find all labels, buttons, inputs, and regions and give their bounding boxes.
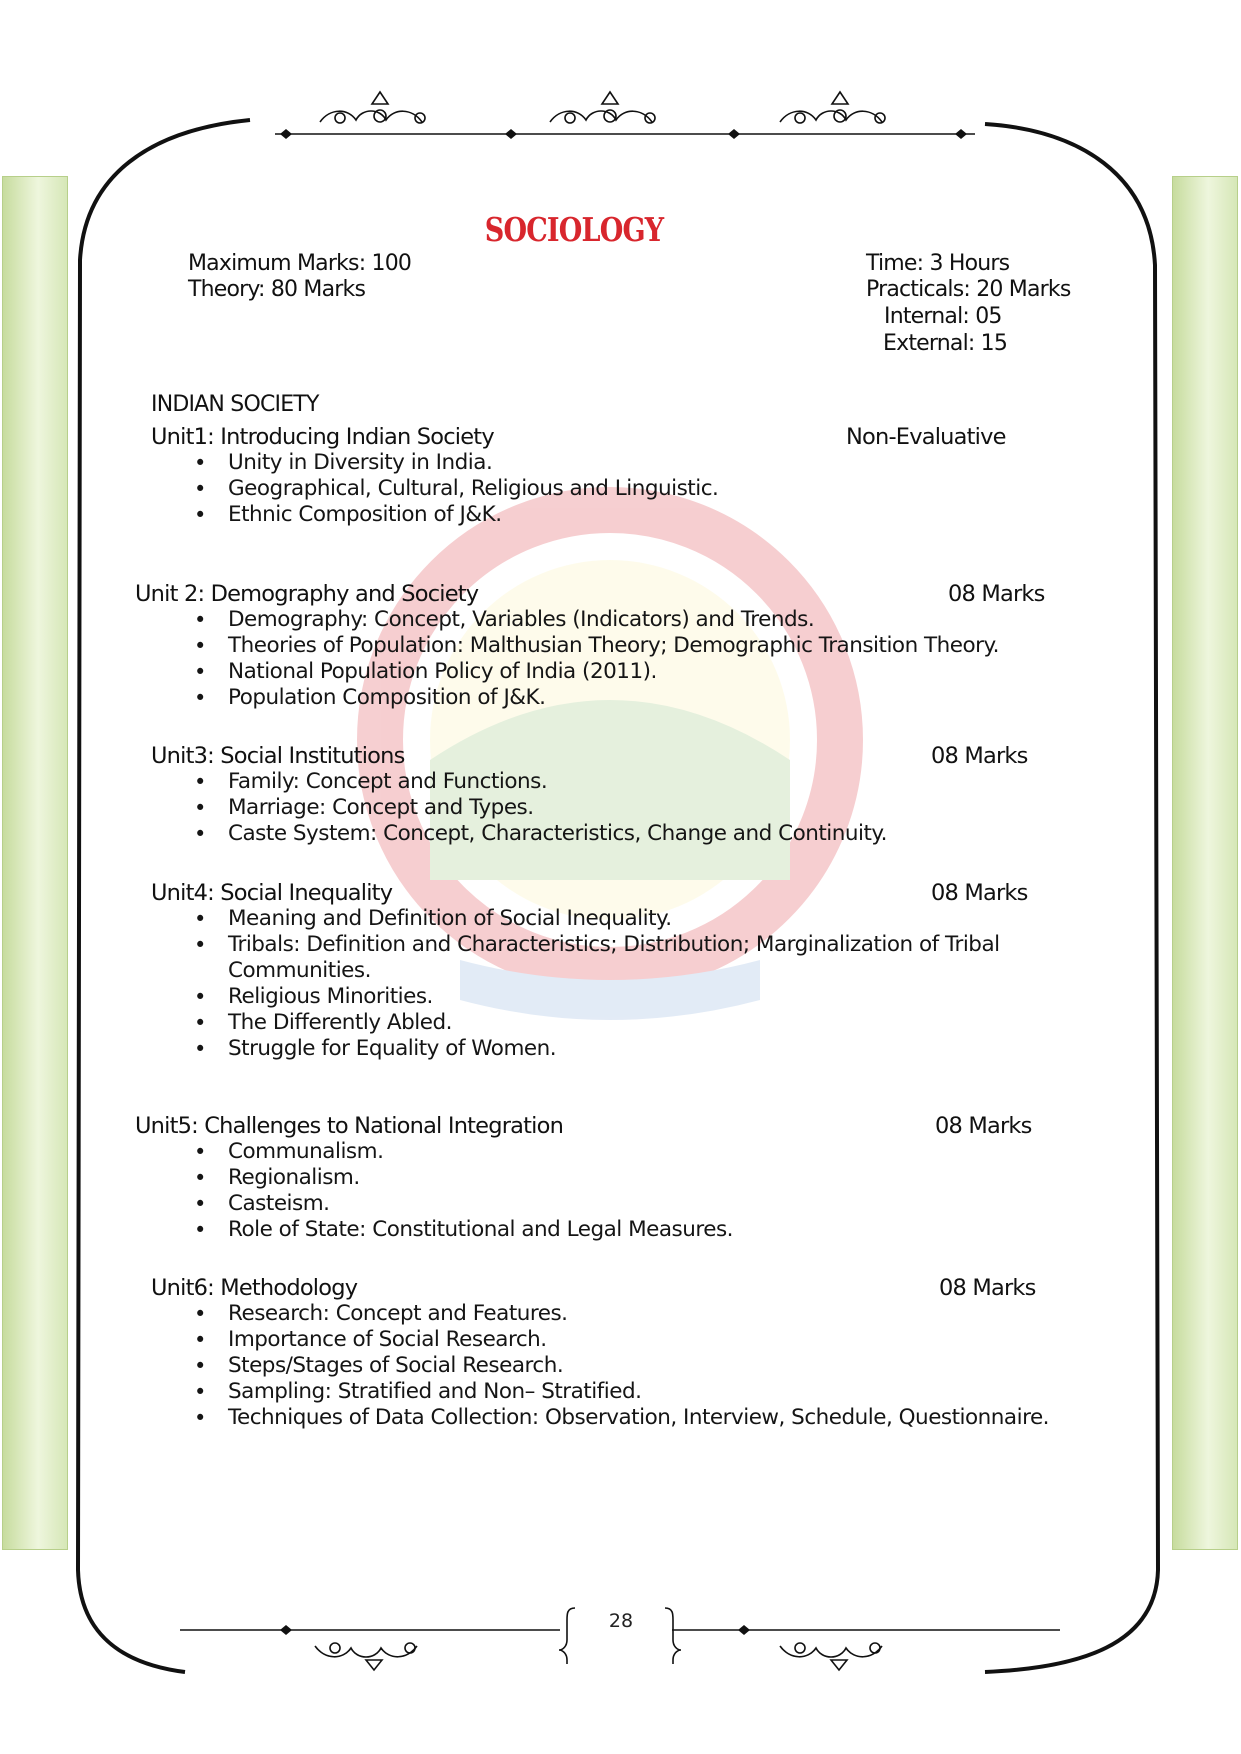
unit-marks: 08 Marks: [935, 1113, 1032, 1139]
list-item: • Steps/Stages of Social Research.: [194, 1353, 564, 1378]
list-item: • Meaning and Definition of Social Inequality.: [194, 906, 672, 931]
unit-marks: 08 Marks: [939, 1275, 1036, 1301]
unit-points: [190, 607, 1068, 711]
bullet-icon: •: [194, 1380, 206, 1404]
list-item: • Religious Minorities.: [194, 984, 433, 1009]
unit-marks: 08 Marks: [948, 581, 1045, 607]
list-item: • Casteism.: [194, 1191, 330, 1216]
list-item: • Communalism.: [194, 1139, 384, 1164]
unit-points: [190, 1139, 1068, 1243]
top-ornament: [275, 92, 975, 134]
practical-marks: Practicals: 20 Marks: [866, 277, 1071, 302]
bullet-icon: •: [194, 1406, 206, 1430]
list-item: • Techniques of Data Collection: Observation, Interview, Schedule, Questionnaire.: [194, 1405, 1050, 1430]
bullet-icon: •: [194, 1192, 206, 1216]
bullet-icon: •: [194, 770, 206, 794]
list-item: • Sampling: Stratified and Non– Stratified.: [194, 1379, 642, 1404]
bullet-icon: •: [194, 660, 206, 684]
bullet-icon: •: [194, 686, 206, 710]
unit-heading: Unit6: Methodology: [151, 1275, 358, 1301]
unit-heading: Unit5: Challenges to National Integration: [135, 1113, 564, 1139]
unit-heading: Unit3: Social Institutions: [151, 743, 405, 769]
ornament-flourish-1: [320, 92, 425, 123]
bullet-icon: •: [194, 477, 206, 501]
list-item: • Geographical, Cultural, Religious and Linguistic.: [194, 476, 719, 501]
max-marks: Maximum Marks: 100: [188, 251, 412, 276]
list-item: • Family: Concept and Functions.: [194, 769, 548, 794]
theory-marks: Theory: 80 Marks: [188, 277, 366, 302]
list-item: • Marriage: Concept and Types.: [194, 795, 534, 820]
time-duration: Time: 3 Hours: [866, 251, 1010, 276]
bullet-icon: •: [194, 822, 206, 846]
bullet-icon: •: [194, 451, 206, 475]
list-item: • Struggle for Equality of Women.: [194, 1036, 557, 1061]
list-item: • Tribals: Definition and Characteristics; Distribution; Marginalization of Tribal Communities.: [194, 932, 1000, 983]
unit-marks: 08 Marks: [931, 880, 1028, 906]
unit-heading: Unit4: Social Inequality: [151, 880, 393, 906]
bullet-icon: •: [194, 1166, 206, 1190]
list-item: • Regionalism.: [194, 1165, 360, 1190]
unit-heading: Unit 2: Demography and Society: [135, 581, 479, 607]
bullet-icon: •: [194, 1328, 206, 1352]
bullet-icon: •: [194, 907, 206, 931]
bullet-icon: •: [194, 933, 206, 957]
list-item: • Ethnic Composition of J&K.: [194, 502, 502, 527]
external-marks: External: 15: [883, 331, 1008, 356]
ornament-flourish-2: [550, 92, 655, 123]
bullet-icon: •: [194, 985, 206, 1009]
list-item: • Role of State: Constitutional and Legal Measures.: [194, 1217, 733, 1242]
bullet-icon: •: [194, 608, 206, 632]
unit-points: [190, 906, 1068, 1062]
page-number: 28: [608, 1610, 634, 1632]
ornament-flourish-3: [780, 92, 885, 123]
unit-points: [190, 1301, 1128, 1431]
bullet-icon: •: [194, 503, 206, 527]
bullet-icon: •: [194, 1011, 206, 1035]
section-title: INDIAN SOCIETY: [151, 392, 319, 417]
page-title: SOCIOLOGY: [484, 210, 664, 249]
unit-points: [190, 769, 1068, 847]
bullet-icon: •: [194, 634, 206, 658]
bullet-icon: •: [194, 796, 206, 820]
unit-marks: Non-Evaluative: [846, 424, 1006, 450]
unit-points: [190, 450, 1068, 528]
bullet-icon: •: [194, 1354, 206, 1378]
bullet-icon: •: [194, 1140, 206, 1164]
bottom-flourish-right: [780, 1643, 882, 1670]
list-item: • Theories of Population: Malthusian Theory; Demographic Transition Theory.: [194, 633, 1000, 658]
internal-marks: Internal: 05: [884, 304, 1002, 329]
list-item: • Demography: Concept, Variables (Indicators) and Trends.: [194, 607, 815, 632]
list-item: • Caste System: Concept, Characteristics, Change and Continuity.: [194, 821, 887, 846]
list-item: • Research: Concept and Features.: [194, 1301, 568, 1326]
list-item: • Importance of Social Research.: [194, 1327, 547, 1352]
unit-heading: Unit1: Introducing Indian Society: [151, 424, 494, 450]
list-item: • The Differently Abled.: [194, 1010, 452, 1035]
bullet-icon: •: [194, 1037, 206, 1061]
list-item: • Population Composition of J&K.: [194, 685, 546, 710]
list-item: • Unity in Diversity in India.: [194, 450, 493, 475]
bullet-icon: •: [194, 1218, 206, 1242]
bullet-icon: •: [194, 1302, 206, 1326]
unit-marks: 08 Marks: [931, 743, 1028, 769]
bottom-flourish-left: [315, 1643, 417, 1670]
list-item: • National Population Policy of India (2011).: [194, 659, 657, 684]
